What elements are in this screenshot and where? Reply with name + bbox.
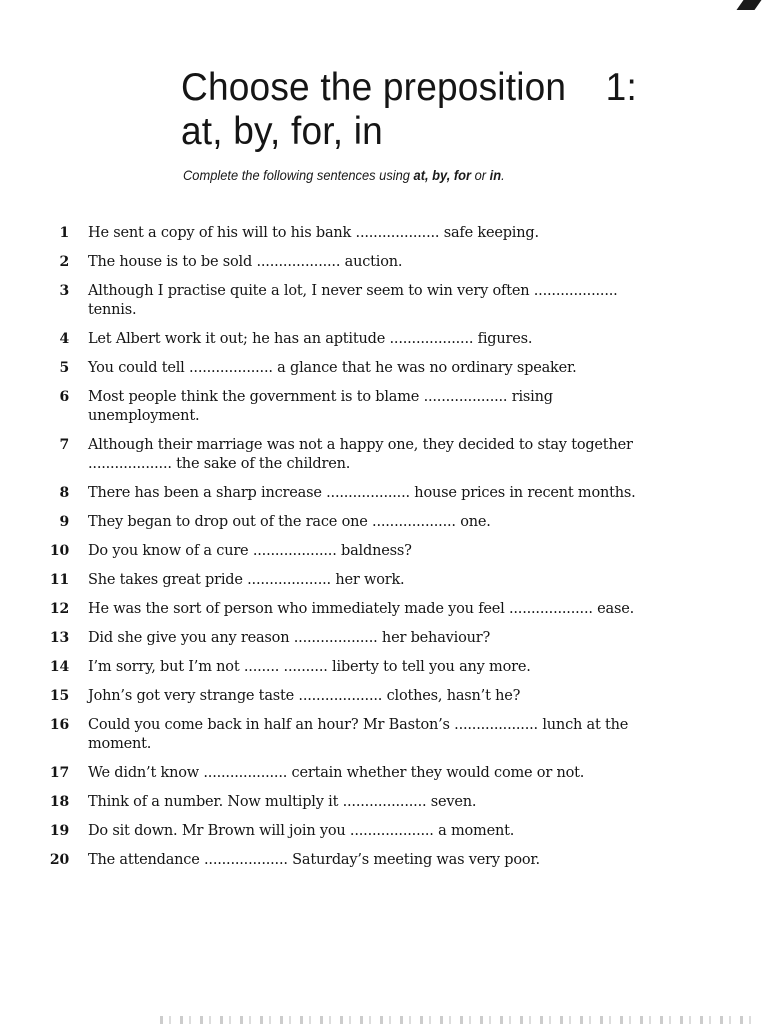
exercise-number: 1:	[605, 66, 637, 109]
question-text: He sent a copy of his will to his bank ................... safe keeping.	[88, 225, 539, 241]
question-text: Think of a number. Now multiply it ................... seven.	[88, 794, 477, 810]
question-text: I’m sorry, but I’m not ........ .......... liberty to tell you any more.	[88, 659, 531, 675]
question-number: 6	[59, 389, 69, 405]
question-text: Do you know of a cure ................... baldness?	[88, 543, 412, 559]
question-item	[47, 542, 667, 561]
question-number: 16	[49, 717, 69, 733]
question-item	[47, 571, 667, 590]
question-number: 17	[49, 765, 69, 781]
question-text: Most people think the government is to blame ................... rising unemployment.	[88, 389, 553, 424]
question-list	[47, 224, 667, 880]
question-text: You could tell ................... a glance that he was no ordinary speaker.	[88, 360, 577, 376]
scan-artifact	[160, 1016, 760, 1024]
question-item	[47, 436, 667, 474]
question-number: 1	[59, 225, 69, 241]
question-number: 7	[59, 437, 69, 453]
question-number: 9	[59, 514, 69, 530]
question-text: The attendance ................... Saturday’s meeting was very poor.	[88, 852, 540, 868]
question-item	[47, 629, 667, 648]
question-text: They began to drop out of the race one ................... one.	[88, 514, 491, 530]
question-item	[47, 600, 667, 619]
question-number: 3	[59, 283, 69, 299]
question-number: 2	[59, 254, 69, 270]
question-item	[47, 282, 667, 320]
question-number: 13	[49, 630, 69, 646]
question-text: John’s got very strange taste ................... clothes, hasn’t he?	[88, 688, 521, 704]
question-item	[47, 224, 667, 243]
instructions	[183, 167, 505, 183]
question-text: Do sit down. Mr Brown will join you ................... a moment.	[88, 823, 515, 839]
question-item	[47, 658, 667, 677]
question-text: Let Albert work it out; he has an aptitude ................... figures.	[88, 331, 533, 347]
question-number: 20	[49, 852, 69, 868]
instructions-words: at, by, for	[413, 167, 472, 183]
question-number: 15	[49, 688, 69, 704]
question-item	[47, 793, 667, 812]
question-item	[47, 388, 667, 426]
question-number: 19	[49, 823, 69, 839]
question-number: 14	[49, 659, 69, 675]
question-number: 12	[49, 601, 69, 617]
question-number: 8	[59, 485, 69, 501]
question-text: The house is to be sold ................... auction.	[88, 254, 403, 270]
question-item	[47, 764, 667, 783]
question-item	[47, 359, 667, 378]
corner-mark	[736, 0, 761, 10]
question-item	[47, 851, 667, 870]
instructions-connector: or	[471, 167, 490, 183]
question-item	[47, 822, 667, 841]
question-text: Although their marriage was not a happy one, they decided to stay together ................... the sake of the children.	[88, 437, 633, 472]
title-line-1: Choose the preposition	[181, 66, 567, 109]
question-text: There has been a sharp increase ................... house prices in recent months.	[88, 485, 636, 501]
question-text: He was the sort of person who immediately made you feel ................... ease.	[88, 601, 635, 617]
instructions-prefix: Complete the following sentences using	[183, 167, 414, 183]
question-number: 11	[49, 572, 69, 588]
instructions-last-word: in	[489, 167, 502, 183]
question-item	[47, 687, 667, 706]
question-number: 18	[49, 794, 69, 810]
page-title	[181, 66, 656, 154]
question-number: 5	[59, 360, 69, 376]
question-number: 10	[49, 543, 69, 559]
title-line-2: at, by, for, in	[181, 110, 383, 153]
question-item	[47, 330, 667, 349]
question-item	[47, 253, 667, 272]
question-item	[47, 484, 667, 503]
question-number: 4	[59, 331, 69, 347]
question-text: We didn’t know ................... certain whether they would come or not.	[88, 765, 585, 781]
question-text: Although I practise quite a lot, I never seem to win very often ................... tennis.	[88, 283, 618, 318]
question-text: Could you come back in half an hour? Mr Baston’s ................... lunch at the moment.	[88, 717, 629, 752]
question-text: She takes great pride ................... her work.	[88, 572, 405, 588]
instructions-suffix: .	[501, 167, 505, 183]
question-text: Did she give you any reason ................... her behaviour?	[88, 630, 491, 646]
question-item	[47, 716, 667, 754]
question-item	[47, 513, 667, 532]
